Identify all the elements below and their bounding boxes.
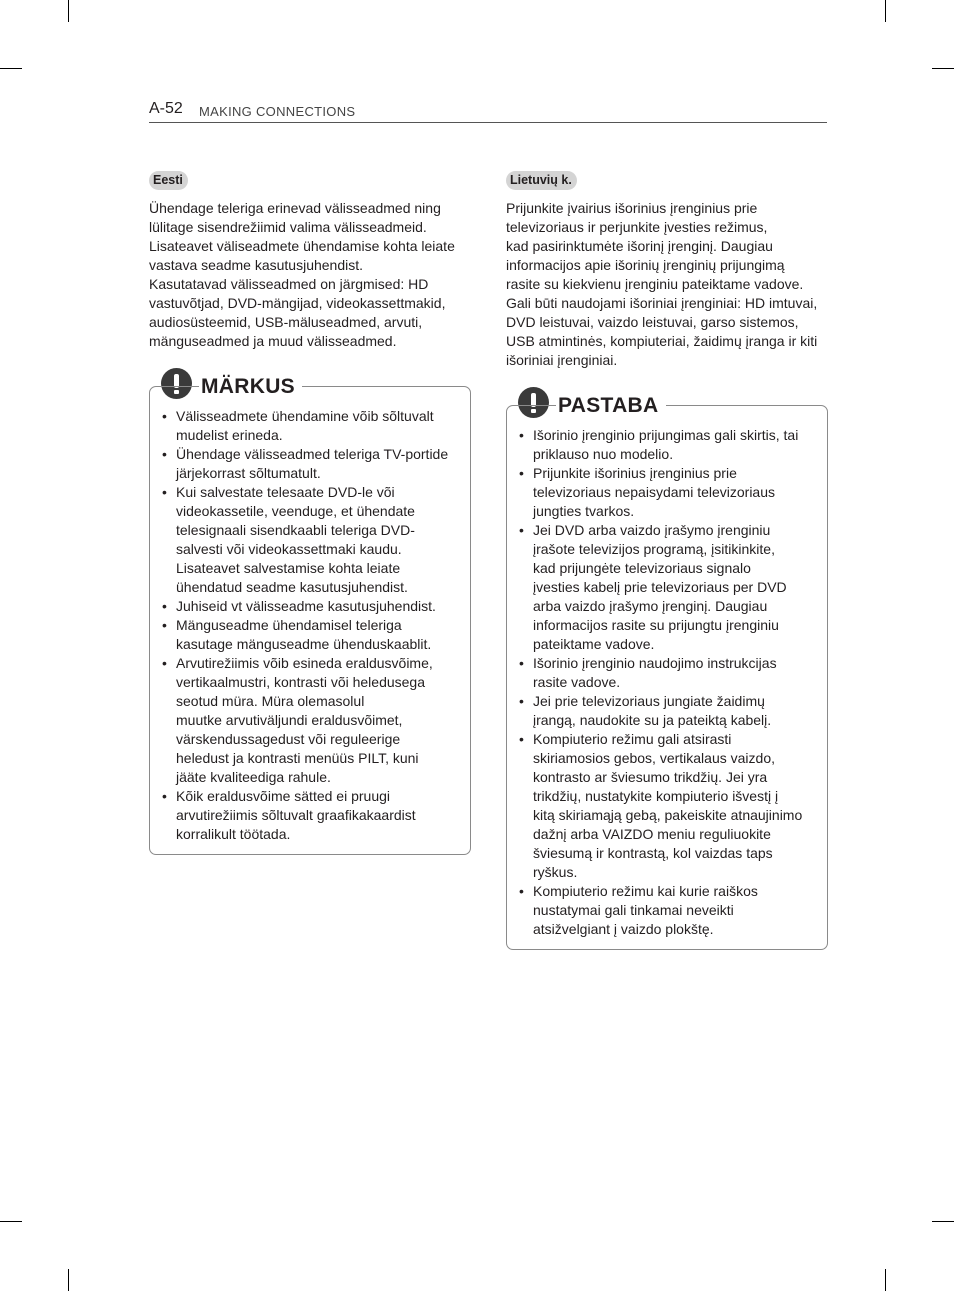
note-item-text: Ühendage välisseadmed teleriga TV-portide järjekorrast sõltumatult. bbox=[176, 446, 449, 481]
note-item bbox=[519, 692, 815, 730]
note-item bbox=[162, 616, 458, 654]
note-item-text: Välisseadmete ühendamine võib sõltuvalt mudelist erineda. bbox=[176, 408, 434, 443]
note-title: PASTABA bbox=[556, 394, 666, 418]
note-item bbox=[519, 882, 815, 939]
intro-paragraph: Prijunkite įvairius išorinius įrenginius prie televizoriaus ir perjunkite įvesties režimus, kad pasirinktumėte išorinį įrenginį. Daugiau informacijos apie išorinių įrenginių prijungimą rasite su kiekvienu įrenginiu pateiktame vadove. Gali būti naudojami išoriniai įrenginiai: HD imtuvai, DVD leistuvai, vaizdo leistuvai, garso sistemos, USB atmintinės, kompiuteriai, žaidimų įranga ir kiti išoriniai įrenginiai. bbox=[506, 200, 818, 368]
note-item-text: Prijunkite išorinius įrenginius prie televizoriaus nepaisydami televizoriaus jungties tvarkos. bbox=[533, 465, 776, 519]
note-panel bbox=[149, 368, 471, 855]
note-item bbox=[162, 483, 458, 597]
note-box bbox=[149, 386, 471, 855]
crop-mark bbox=[932, 1221, 954, 1222]
crop-mark bbox=[68, 0, 69, 22]
note-item bbox=[519, 521, 815, 654]
note-list bbox=[162, 407, 458, 844]
crop-mark bbox=[68, 1269, 69, 1291]
note-item-text: Mänguseadme ühendamisel teleriga kasutage mänguseadme ühenduskaablit. bbox=[176, 617, 432, 652]
note-item bbox=[162, 445, 458, 483]
crop-mark bbox=[0, 68, 22, 69]
note-panel bbox=[506, 387, 828, 950]
note-item-text: Jei prie televizoriaus jungiate žaidimų įrangą, naudokite su ja pateiktą kabelį. bbox=[533, 693, 772, 728]
note-item-text: Juhiseid vt välisseadme kasutusjuhendist. bbox=[176, 598, 436, 614]
page-header bbox=[149, 100, 827, 123]
note-item-text: Kui salvestate telesaate DVD-le või videokassetile, veenduge, et ühendate telesignaali sisendkaabli teleriga DVD- salvesti või videokassettmaki kaudu. Lisateavet salvestamise kohta leiate ühendatud seadme kasutusjuhendist. bbox=[176, 484, 415, 595]
section-title: MAKING CONNECTIONS bbox=[199, 104, 356, 119]
note-item bbox=[162, 654, 458, 787]
note-list bbox=[519, 426, 815, 939]
note-item bbox=[519, 426, 815, 464]
column-estonian bbox=[149, 171, 471, 855]
crop-mark bbox=[932, 68, 954, 69]
note-item bbox=[519, 464, 815, 521]
note-item-text: Jei DVD arba vaizdo įrašymo įrenginiu įrašote televizijos programą, įsitikinkite, kad prijungėte televizoriaus signalo įvesties kabelį prie televizoriaus per DVD arba vaizdo įrašymo įrenginį. Daugiau informacijos rasite su prijungtu įrenginiu pateiktame vadove. bbox=[533, 522, 787, 652]
language-badge: Eesti bbox=[149, 171, 188, 190]
note-item-text: Kompiuterio režimu kai kurie raiškos nustatymai gali tinkamai neveikti atsižvelgiant į vaizdo plokštę. bbox=[533, 883, 758, 937]
intro-text bbox=[149, 199, 471, 351]
crop-mark bbox=[885, 1269, 886, 1291]
note-item-text: Kompiuterio režimu gali atsirasti skiriamosios gebos, vertikalaus vaizdo, kontrasto ar šviesumo trikdžių. Jei yra trikdžių, nustatykite kompiuterio išvestį į kitą skiriamąją gebą, pakeiskite atnaujinimo dažnį arba VAIZDO meniu reguliuokite šviesumą ir kontrastą, kol vaizdas taps ryškus. bbox=[533, 731, 803, 880]
note-item bbox=[162, 407, 458, 445]
page-number: A-52 bbox=[149, 100, 183, 117]
crop-mark bbox=[0, 1221, 22, 1222]
language-badge: Lietuvių k. bbox=[506, 171, 577, 190]
note-item bbox=[519, 654, 815, 692]
note-item bbox=[162, 787, 458, 844]
column-lithuanian bbox=[506, 171, 828, 950]
intro-paragraph: Ühendage teleriga erinevad välisseadmed ning lülitage sisendrežiimid valima välisseadmeid. Lisateavet väliseadmete ühendamise kohta leiate vastava seadme kasutusjuhendist. bbox=[149, 200, 455, 273]
intro-paragraph: Kasutatavad välisseadmed on järgmised: HD vastuvõtjad, DVD-mängijad, videokassettmakid, audiosüsteemid, USB-mäluseadmed, arvuti, mänguseadmed ja muud välisseadmed. bbox=[149, 276, 446, 349]
note-title: MÄRKUS bbox=[199, 375, 302, 399]
intro-text bbox=[506, 199, 828, 370]
note-item-text: Kõik eraldusvõime sätted ei pruugi arvutirežiimis sõltuvalt graafikakaardist korralikult töötada. bbox=[176, 788, 416, 842]
note-item-text: Išorinio įrenginio naudojimo instrukcijas rasite vadove. bbox=[533, 655, 777, 690]
note-item bbox=[162, 597, 458, 616]
note-item bbox=[519, 730, 815, 882]
crop-mark bbox=[885, 0, 886, 22]
note-box bbox=[506, 405, 828, 950]
note-item-text: Išorinio įrenginio prijungimas gali skirtis, tai priklauso nuo modelio. bbox=[533, 427, 799, 462]
note-item-text: Arvutirežiimis võib esineda eraldusvõime, vertikaalmustri, kontrasti või heledusega seotud müra. Müra olemasolul muutke arvutiväljundi eraldusvõimet, värskendussagedust või reguleerige heledust ja kontrasti menüüs PILT, kuni jääte kvaliteediga rahule. bbox=[176, 655, 433, 785]
